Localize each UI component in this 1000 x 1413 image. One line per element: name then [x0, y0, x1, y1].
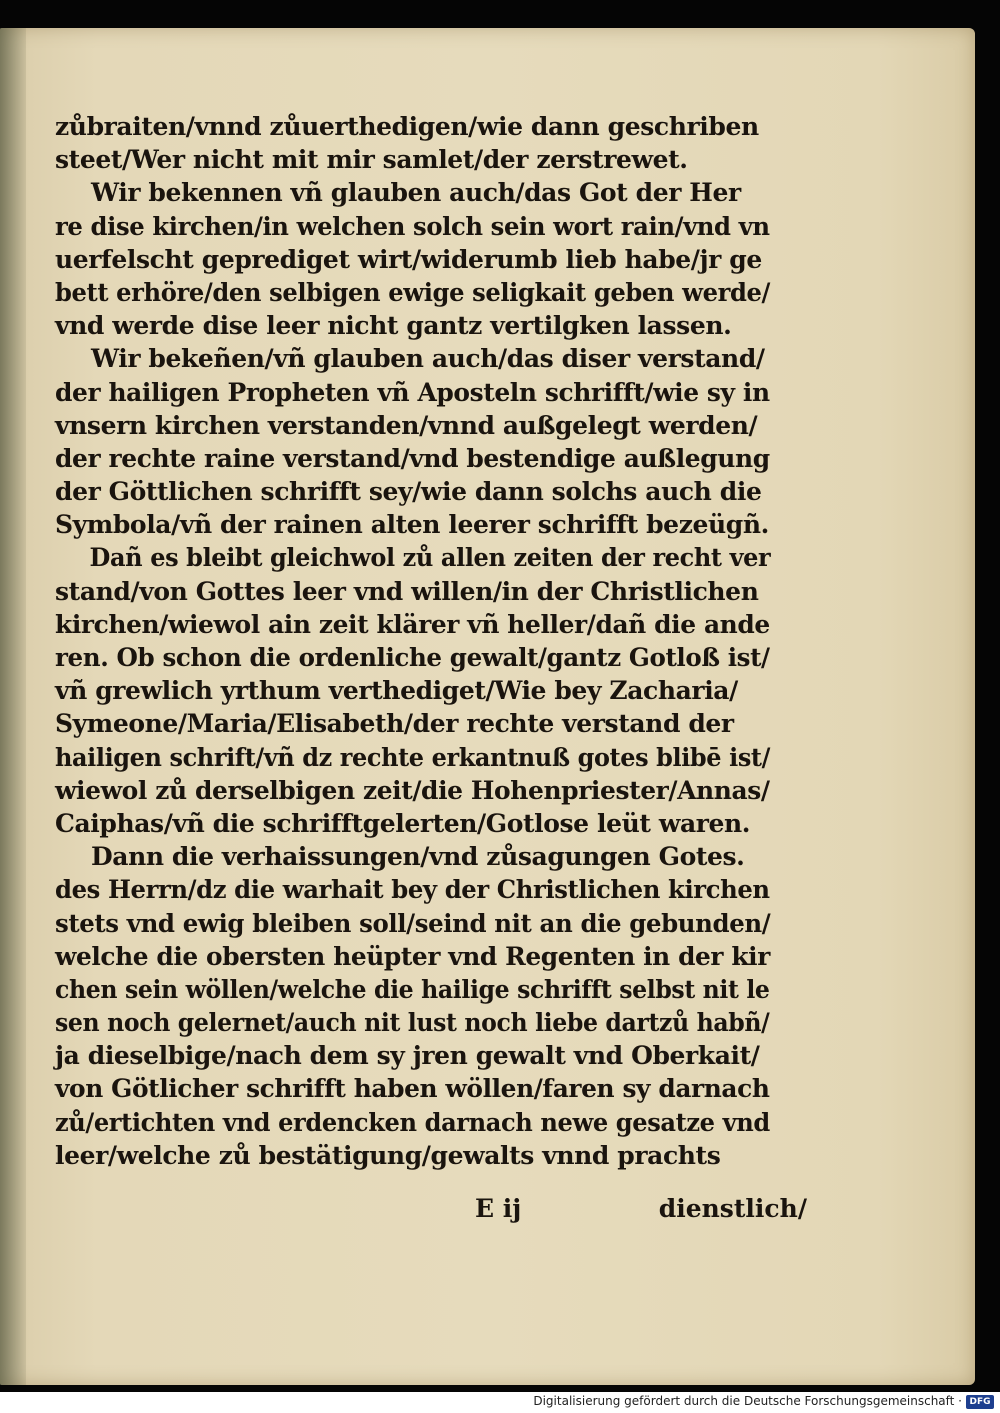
text-line: ren. Ob schon die ordenliche gewalt/gantz Gotloß ist/: [55, 643, 770, 672]
text-line: Wir bekeñen/vñ glauben auch/das diser verstand/: [91, 344, 765, 374]
text-line: vnsern kirchen verstanden/vnnd außgelegt werden/: [55, 410, 758, 440]
text-line: des Herrn/dz die warhait bey der Christlichen kirchen: [55, 875, 770, 905]
text-line: Dañ es bleibt gleichwol zů allen zeiten der recht ver: [89, 543, 771, 573]
text-line: der rechte raine verstand/vnd bestendige außlegung: [55, 443, 770, 473]
credit-bar: [0, 1392, 1000, 1413]
dfg-logo-icon: DFG: [966, 1395, 994, 1409]
text-line: kirchen/wiewol ain zeit klärer vñ heller/dañ die ande: [55, 609, 770, 639]
text-line: uerfelscht geprediget wirt/widerumb lieb habe/jr ge: [55, 244, 762, 274]
text-line: der Göttlichen schrifft sey/wie dann solchs auch die: [55, 477, 762, 507]
signature-mark: E ij: [475, 1194, 522, 1223]
text-line: bett erhöre/den selbigen ewige seligkait geben werde/: [55, 277, 770, 307]
text-line: Caiphas/vñ die schrifftgelerten/Gotlose leüt waren.: [55, 808, 751, 838]
text-line: der hailigen Propheten vñ Aposteln schrifft/wie sy in: [55, 377, 770, 407]
text-line: stand/von Gottes leer vnd willen/in der Christlichen: [55, 576, 759, 606]
text-line: re dise kirchen/in welchen solch sein wort rain/vnd vn: [55, 211, 770, 241]
catchword: dienstlich/: [658, 1194, 807, 1223]
text-line: Symbola/vñ der rainen alten leerer schrifft bezeügñ.: [55, 510, 769, 540]
text-line: sen noch gelernet/auch nit lust noch liebe dartzů habñ/: [55, 1008, 770, 1038]
text-line: zůbraiten/vnnd zůuerthedigen/wie dann geschriben: [55, 112, 759, 141]
text-line: wiewol zů derselbigen zeit/die Hohenpriester/Annas/: [55, 775, 770, 805]
text-line: Wir bekennen vñ glauben auch/das Got der Her: [91, 178, 741, 208]
text-line: vnd werde dise leer nicht gantz vertilgken lassen.: [55, 311, 732, 341]
text-line: hailigen schrift/vñ dz rechte erkantnuß gotes blibē ist/: [55, 742, 770, 772]
signature-line: [475, 1194, 807, 1223]
text-line: Dann die verhaissungen/vnd zůsagungen Gotes.: [91, 842, 745, 872]
book-page: [0, 28, 975, 1385]
text-line: welche die obersten heüpter vnd Regenten in der kir: [55, 941, 770, 971]
text-line: stets vnd ewig bleiben soll/seind nit an die gebunden/: [55, 908, 771, 938]
text-line: Symeone/Maria/Elisabeth/der rechte verstand der: [55, 709, 734, 739]
text-line: chen sein wöllen/welche die hailige schrifft selbst nit le: [55, 974, 770, 1004]
text-line: von Götlicher schrifft haben wöllen/faren sy darnach: [55, 1074, 770, 1104]
credit-text: Digitalisierung gefördert durch die Deutsche Forschungsgemeinschaft ·: [533, 1394, 962, 1408]
text-line: leer/welche zů bestätigung/gewalts vnnd prachts: [55, 1140, 721, 1170]
text-line: steet/Wer nicht mit mir samlet/der zerstrewet.: [55, 145, 688, 175]
text-block: [55, 110, 770, 1172]
text-line: vñ grewlich yrthum verthediget/Wie bey Zacharia/: [55, 676, 738, 706]
text-line: zů/ertichten vnd erdencken darnach newe gesatze vnd: [55, 1107, 770, 1137]
text-line: ja dieselbige/nach dem sy jren gewalt vnd Oberkait/: [55, 1041, 760, 1071]
